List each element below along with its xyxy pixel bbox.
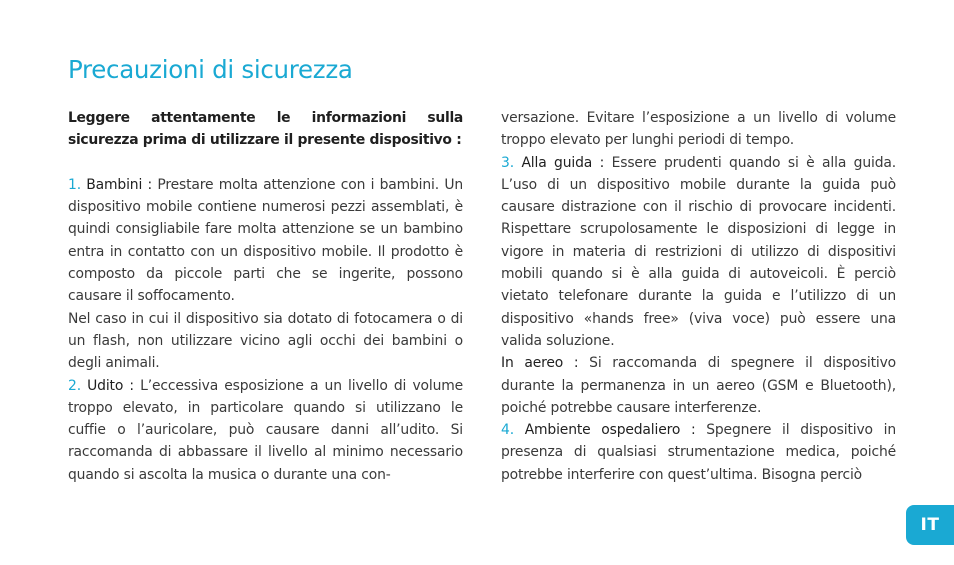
language-tab: IT	[906, 505, 954, 545]
section-label: In aereo :	[501, 355, 579, 372]
right-column	[501, 107, 896, 486]
section-text: Prestare molta attenzione con i bambini. Un dispositivo mobile contiene numerosi pezzi assemblati, è quindi consigliabile fare molta attenzione se un bambino entra in contatto con un dispositivo mobile. Il prodotto è composto da piccole parti che se ingerite, possono causare il soffocamento.	[68, 176, 464, 305]
section-bambini-continued: Nel caso in cui il dispositivo sia dotato di fotocamera o di un flash, non utilizzare vicino agli occhi dei bambini o degli animali.	[68, 310, 463, 372]
section-number: 4.	[501, 422, 514, 439]
section-label: Udito :	[87, 377, 134, 394]
section-bambini	[68, 174, 463, 308]
section-label: Ambiente ospedaliero :	[524, 422, 696, 439]
section-label: Alla guida :	[521, 154, 605, 171]
section-udito	[68, 375, 463, 486]
page-title: Precauzioni di sicurezza	[68, 55, 353, 84]
spacer	[68, 152, 463, 174]
left-column	[68, 107, 463, 486]
section-text: Si raccomanda di spegnere il dispositivo durante la permanenza in un aereo (GSM e Bluetooth), poiché potrebbe causare interferenze.	[501, 355, 897, 416]
section-number: 1.	[68, 176, 81, 193]
section-text: Spegnere il dispositivo in presenza di qualsiasi strumentazione medica, poiché potrebbe interferire con quest’ultima. Bisogna perciò	[501, 422, 896, 483]
section-guida	[501, 152, 896, 353]
section-text: L’eccessiva esposizione a un livello di volume troppo elevato, in particolare quando si utilizzano le cuffie o l’auricolare, può causare danni all’udito. Si raccomanda di abbassare il livello al minimo necessario quando si ascolta la musica o durante una con-	[68, 377, 464, 483]
section-number: 2.	[68, 377, 81, 394]
section-aereo	[501, 352, 896, 419]
section-label: Bambini :	[86, 176, 153, 193]
section-number: 3.	[501, 154, 514, 171]
intro-text: Leggere attentamente le informazioni sulla sicurezza prima di utilizzare il presente dispositivo :	[68, 110, 463, 149]
section-udito-continued: versazione. Evitare l’esposizione a un livello di volume troppo elevato per lunghi periodi di tempo.	[501, 110, 896, 149]
section-ospedale	[501, 419, 896, 486]
section-text: Essere prudenti quando si è alla guida. L’uso di un dispositivo mobile durante la guida può causare distrazione con il rischio di provocare incidenti. Rispettare scrupolosamente le disposizioni di legge in vigore in materia di restrizioni di utilizzo di dispositivi mobili quando si è alla guida di autoveicoli. È perciò vietato telefonare durante la guida e l’utilizzo di un dispositivo «hands free» (viva voce) può essere una valida soluzione.	[501, 154, 896, 349]
